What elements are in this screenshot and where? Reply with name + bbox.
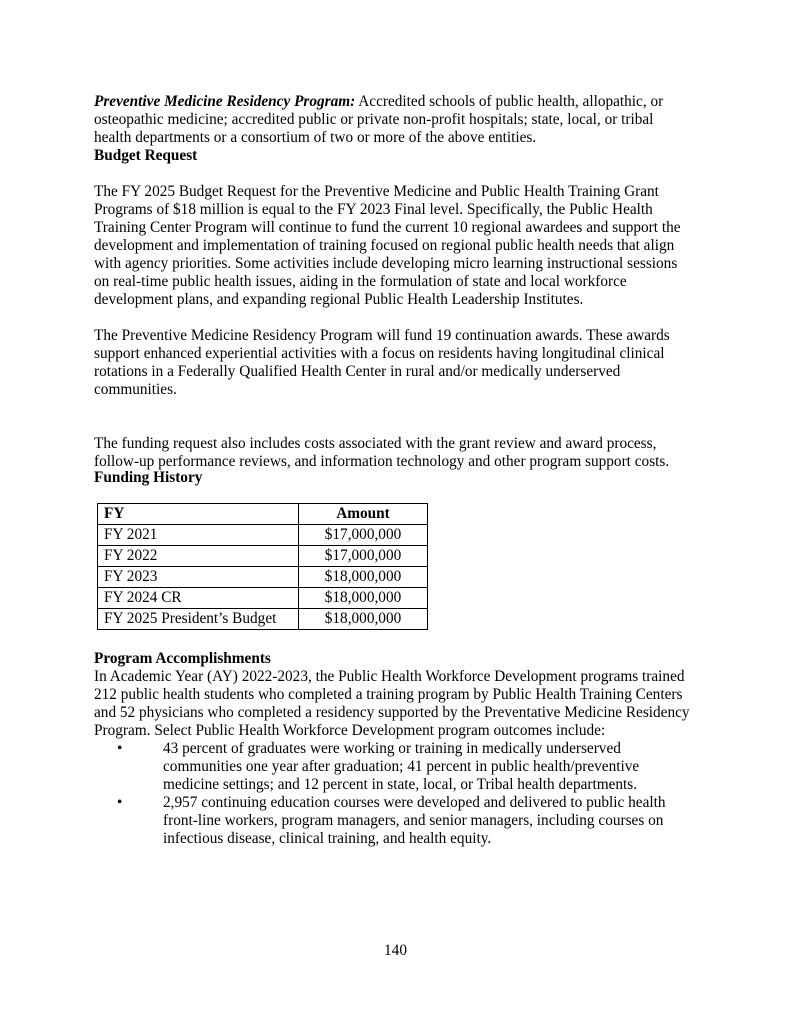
column-header-fy: FY <box>98 504 299 525</box>
fy-cell: FY 2025 President’s Budget <box>98 609 299 630</box>
text-line: The funding request also includes costs associated with the grant review and award process, <box>94 435 657 452</box>
text-line: Accredited schools of public health, allopathic, or <box>355 93 664 110</box>
funding-history-table <box>97 503 428 630</box>
column-header-amount: Amount <box>299 504 428 525</box>
amount-cell: $17,000,000 <box>299 525 428 546</box>
text-line: 212 public health students who completed a training program by Public Health Training Centers <box>94 686 683 703</box>
fy-cell: FY 2022 <box>98 546 299 567</box>
table-row <box>98 525 428 546</box>
bullet-item <box>163 794 666 848</box>
text-line: follow-up performance reviews, and information technology and other program support costs. <box>94 453 670 470</box>
accomplishments-section <box>94 650 690 740</box>
fy-cell: FY 2023 <box>98 567 299 588</box>
text-line: In Academic Year (AY) 2022-2023, the Public Health Workforce Development programs trained <box>94 668 685 685</box>
text-line: osteopathic medicine; accredited public or private non-profit hospitals; state, local, or tribal <box>94 111 654 128</box>
text-line: infectious disease, clinical training, and health equity. <box>163 830 492 847</box>
accomplishments-heading: Program Accomplishments <box>94 650 271 667</box>
text-line: with agency priorities. Some activities include developing micro learning instructional sessions <box>94 255 678 272</box>
text-line: support enhanced experiential activities with a focus on residents having longitudinal clinical <box>94 345 665 362</box>
budget-paragraph-3 <box>94 435 669 471</box>
text-line: and 52 physicians who completed a residency supported by the Preventative Medicine Residency <box>94 704 690 721</box>
page-number: 140 <box>384 942 407 959</box>
table-row <box>98 567 428 588</box>
text-line: Program. Select Public Health Workforce Development program outcomes include: <box>94 722 606 739</box>
bullet-marker: • <box>117 740 123 757</box>
table-row <box>98 546 428 567</box>
text-line: The FY 2025 Budget Request for the Preventive Medicine and Public Health Training Grant <box>94 183 659 200</box>
bullet-item <box>163 740 639 794</box>
budget-paragraph-2 <box>94 327 670 399</box>
amount-cell: $17,000,000 <box>299 546 428 567</box>
budget-request-heading: Budget Request <box>94 147 198 164</box>
text-line: communities one year after graduation; 41 percent in public health/preventive <box>163 758 640 775</box>
amount-cell: $18,000,000 <box>299 567 428 588</box>
text-line: rotations in a Federally Qualified Health Center in rural and/or medically underserved <box>94 363 621 380</box>
eligibility-paragraph <box>94 93 663 165</box>
amount-cell: $18,000,000 <box>299 588 428 609</box>
table-row <box>98 609 428 630</box>
text-line: The Preventive Medicine Residency Program will fund 19 continuation awards. These awards <box>94 327 670 344</box>
bullet-marker: • <box>117 794 123 811</box>
table-row <box>98 588 428 609</box>
text-line: front-line workers, program managers, and senior managers, including courses on <box>163 812 664 829</box>
text-line: 43 percent of graduates were working or training in medically underserved <box>163 740 621 757</box>
text-line: Training Center Program will continue to fund the current 10 regional awardees and support the <box>94 219 681 236</box>
text-line: on real-time public health issues, aiding in the formulation of state and local workforce <box>94 273 627 290</box>
text-line: communities. <box>94 381 177 398</box>
text-line: Programs of $18 million is equal to the FY 2023 Final level. Specifically, the Public Health <box>94 201 653 218</box>
eligibility-label: Preventive Medicine Residency Program: <box>94 93 356 110</box>
fy-cell: FY 2021 <box>98 525 299 546</box>
text-line: development plans, and expanding regional Public Health Leadership Institutes. <box>94 291 584 308</box>
text-line: development and implementation of training focused on regional public health needs that align <box>94 237 675 254</box>
budget-paragraph-1 <box>94 183 681 309</box>
fy-cell: FY 2024 CR <box>98 588 299 609</box>
text-line: health departments or a consortium of two or more of the above entities. <box>94 129 537 146</box>
text-line: 2,957 continuing education courses were developed and delivered to public health <box>163 794 666 811</box>
text-line: medicine settings; and 12 percent in state, local, or Tribal health departments. <box>163 776 638 793</box>
funding-history-heading: Funding History <box>94 469 203 486</box>
amount-cell: $18,000,000 <box>299 609 428 630</box>
